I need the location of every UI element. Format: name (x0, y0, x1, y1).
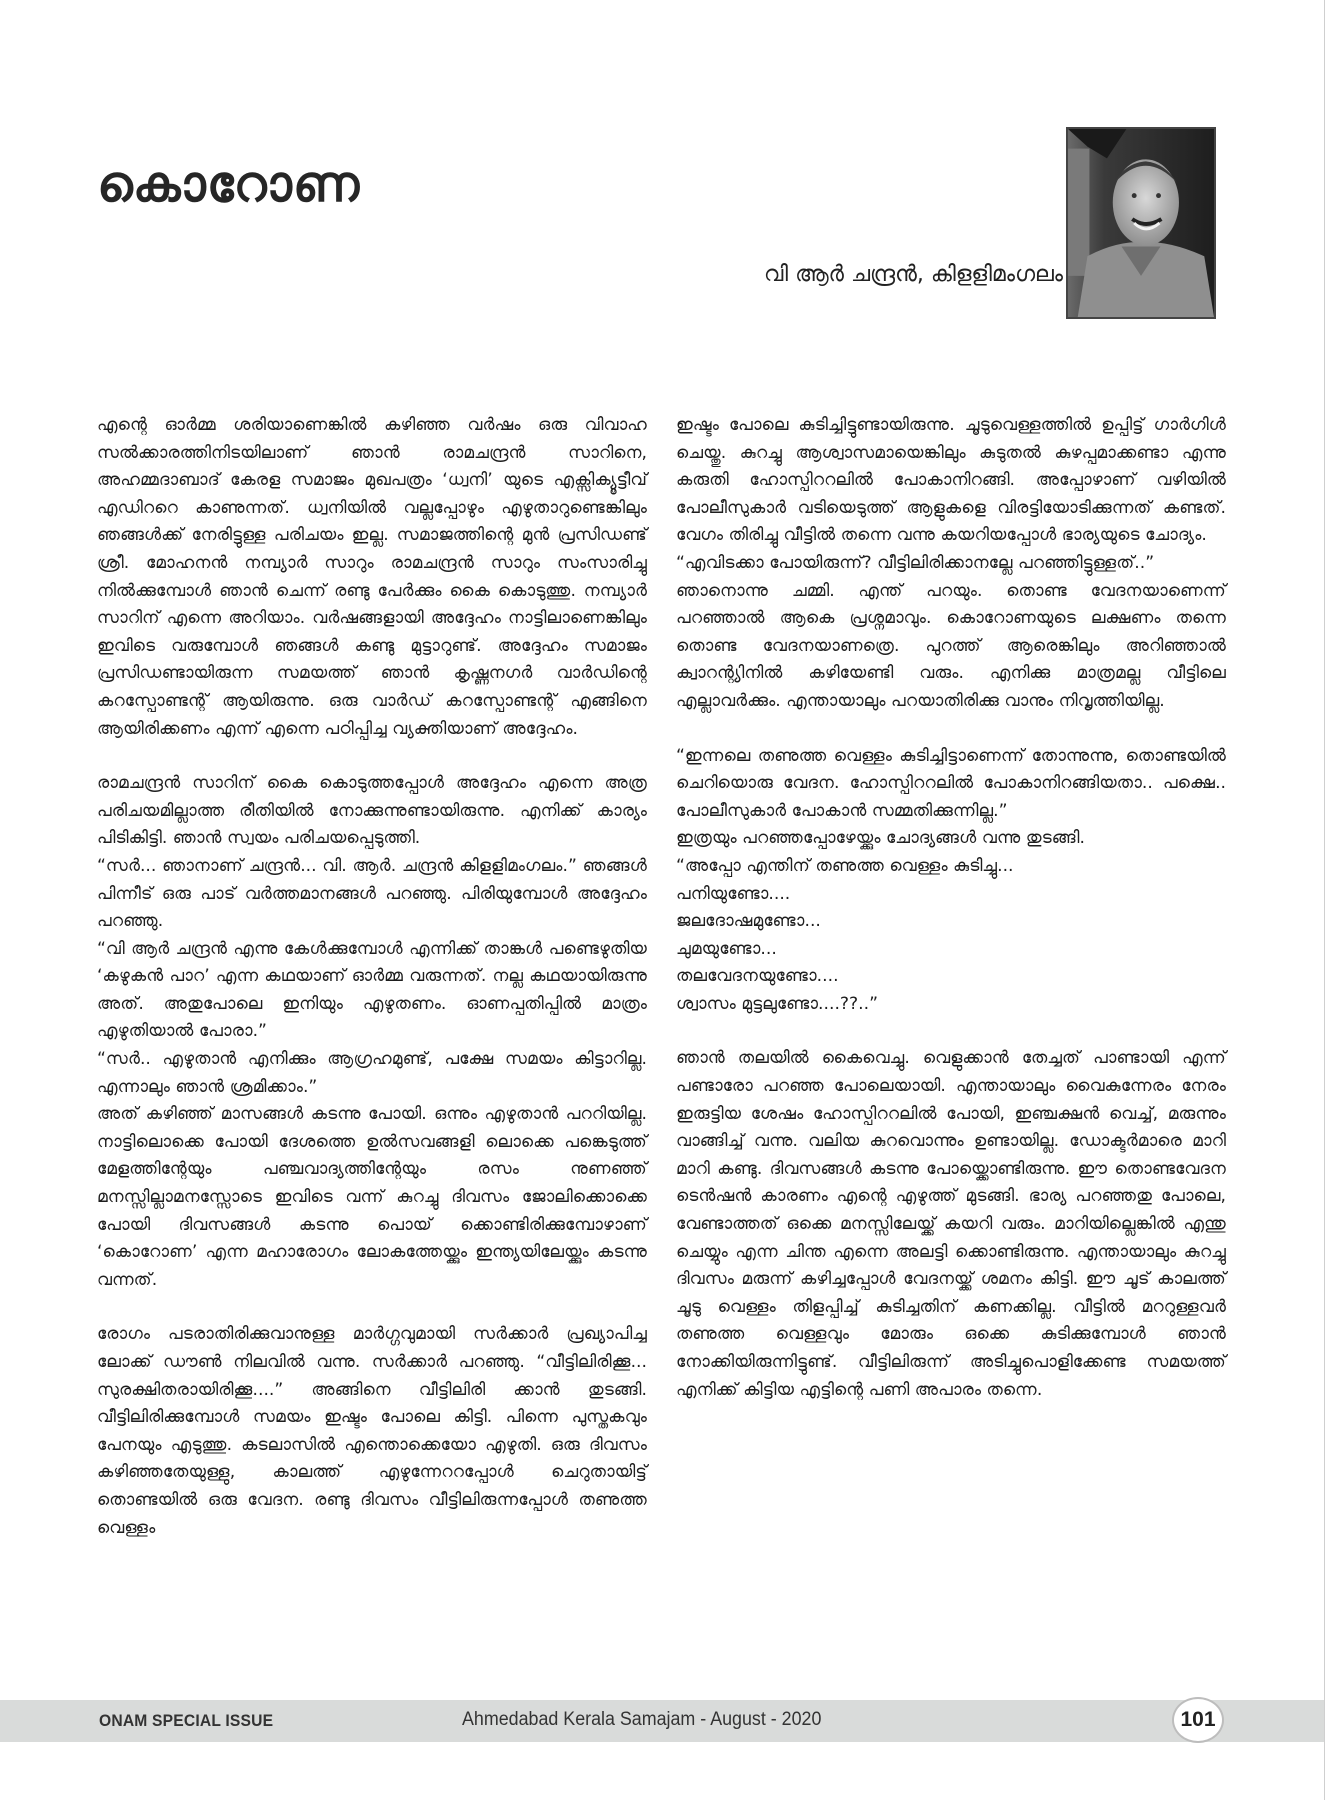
dialogue-line: തലവേദനയുണ്ടോ.... (676, 966, 839, 987)
paragraph: “വി ആർ ചന്ദ്രൻ എന്നു കേൾക്കുമ്പോൾ എന്നിക്ക് താങ്കൾ പണ്ടെഴുതിയ ‘കഴുകൻ പാറ’ എന്ന കഥയാണ് ഓർമ്മ വരുന്നത്. നല്ല കഥയായിരുന്നു അത്. അതുപോലെ ഇനിയും എഴുതണം. ഓണപ്പതിപ്പിൽ മാത്രം എഴുതിയാൽ പോരാ.” (97, 938, 647, 1042)
paragraph: രോഗം പടരാതിരിക്കുവാനുള്ള മാർഗ്ഗവുമായി സർക്കാർ പ്രഖ്യാപിച്ച ലോക്ക് ഡൗൺ നിലവിൽ വന്നു. സർക്കാർ പറഞ്ഞു. “വീട്ടിലിരിക്കൂ... സുരക്ഷിതരായിരിക്കൂ....” അങ്ങിനെ വീട്ടിലിരി ക്കാൻ തുടങ്ങി. വീട്ടിലിരിക്കുമ്പോൾ സമയം ഇഷ്ടം പോലെ കിട്ടി. പിന്നെ പുസ്തകവും പേനയും എടുത്തു. കടലാസിൽ എന്തൊക്കെയോ എഴുതി. ഒരു ദിവസം കഴിഞ്ഞതേയുള്ളു, കാലത്ത് എഴുന്നേററപ്പോൾ ചെറുതായിട്ട് തൊണ്ടയിൽ ഒരു വേദന. രണ്ടു ദിവസം വീട്ടിലിരുന്നപ്പോൾ തണുത്ത വെള്ളം (97, 1324, 647, 1538)
paragraph: ഇഷ്ടം പോലെ കുടിച്ചിട്ടുണ്ടായിരുന്നു. ചൂടുവെള്ളത്തിൽ ഉപ്പിട്ട് ഗാർഗിൾ ചെയ്തു. കുറച്ചു ആശ്വാസമായെങ്കിലും കുടുതൽ കുഴപ്പമാക്കണ്ടാ എന്നു കരുതി ഹോസ്പിററലിൽ പോകാനിറങ്ങി. അപ്പോഴാണ് വഴിയിൽ പോലീസുകാർ വടിയെടുത്ത് ആളുകളെ വിരട്ടിയോടിക്കുന്നത് കണ്ടത്. വേഗം തിരിച്ചു വീട്ടിൽ തന്നെ വന്നു കയറിയപ്പോൾ ഭാര്യയുടെ ചോദ്യം. (676, 415, 1226, 546)
paragraph: ഞാൻ തലയിൽ കൈവെച്ചു. വെളുക്കാൻ തേച്ചത് പാണ്ടായി എന്ന് പണ്ടാരോ പറഞ്ഞ പോലെയായി. എന്തായാലും വൈകുന്നേരം നേരം ഇരുട്ടിയ ശേഷം ഹോസ്പിററലിൽ പോയി, ഇഞ്ചക്ഷൻ വെച്ച്, മരുന്നും വാങ്ങിച്ച് വന്നു. വലിയ കുറവൊന്നും ഉണ്ടായില്ല. ഡോക്ടർമാരെ മാറി മാറി കണ്ടു. ദിവസങ്ങൾ കടന്നു പോയ്ക്കൊണ്ടിരുന്നു. ഈ തൊണ്ടവേദന ടെൻഷൻ കാരണം എന്റെ എഴുത്ത് മുടങ്ങി. ഭാര്യ പറഞ്ഞതു പോലെ, വേണ്ടാത്തത് ഒക്കെ മനസ്സിലേയ്ക്ക് കയറി വരും. മാറിയില്ലെങ്കിൽ എന്തു ചെയ്യും എന്ന ചിന്ത എന്നെ അലട്ടി ക്കൊണ്ടിരുന്നു. എന്തായാലും കുറച്ചു ദിവസം മരുന്ന് കഴിച്ചപ്പോൾ വേദനയ്ക്ക് ശമനം കിട്ടി. ഈ ചൂട് കാലത്ത് ചൂടു വെള്ളം തിളപ്പിച്ച് കുടിച്ചതിന് കണക്കില്ല. വീട്ടിൽ മററുള്ളവർ തണുത്ത വെള്ളവും മോരും ഒക്കെ കുടിക്കുമ്പോൾ ഞാൻ നോക്കിയിരുന്നിട്ടുണ്ട്. വീട്ടിലിരുന്ന് അടിച്ചുപൊളിക്കേണ്ട സമയത്ത് എനിക്ക് കിട്ടിയ എട്ടിന്റെ പണി അപാരം തന്നെ. (676, 1048, 1226, 1400)
page-number-badge: 101 (1172, 1697, 1224, 1743)
paragraph: ഇത്രയും പറഞ്ഞപ്പോഴേയ്ക്കും ചോദ്യങ്ങൾ വന്നു തുടങ്ങി. (676, 828, 1085, 849)
author-byline: വി ആർ ചന്ദ്രൻ, കിളളിമംഗലം (763, 262, 1063, 287)
article-column-left (97, 412, 647, 1542)
publication-label: Ahmedabad Kerala Samajam - August - 2020 (462, 1709, 822, 1730)
paragraph: അത് കഴിഞ്ഞ് മാസങ്ങൾ കടന്നു പോയി. ഒന്നും എഴുതാൻ പററിയില്ല. നാട്ടിലൊക്കെ പോയി ദേശത്തെ ഉൽസവങ്ങളി ലൊക്കെ പങ്കെടുത്ത് മേളത്തിന്റേയും പഞ്ചവാദ്യത്തിന്റേയും രസം നുണഞ്ഞ് മനസ്സില്ലാമനസ്സോടെ ഇവിടെ വന്ന് കുറച്ചു ദിവസം ജോലിക്കൊക്കെ പോയി ദിവസങ്ങൾ കടന്നു പൊയ് ക്കൊണ്ടിരിക്കുമ്പോഴാണ് ‘കൊറോണ’ എന്ന മഹാരോഗം ലോകത്തേയ്ക്കും ഇന്ത്യയിലേയ്ക്കും കടന്നു വന്നത്. (97, 1104, 647, 1290)
page-footer (0, 1700, 1324, 1742)
paragraph-gap (676, 1018, 1226, 1045)
dialogue-line: ജലദോഷമുണ്ടോ... (676, 911, 821, 932)
dialogue-line: പനിയുണ്ടോ.... (676, 883, 791, 904)
dialogue-line: ശ്വാസം മുട്ടലുണ്ടോ....??..” (676, 993, 878, 1014)
paragraph-gap (97, 743, 647, 770)
dialogue-line: “അപ്പോ എന്തിന് തണുത്ത വെള്ളം കുടിച്ചു... (676, 855, 1014, 876)
paragraph: “ഇന്നലെ തണുത്ത വെള്ളം കുടിച്ചിട്ടാണെന്ന് തോന്നുന്നു, തൊണ്ടയിൽ ചെറിയൊരു വേദന. ഹോസ്പിററലിൽ പോകാനിറങ്ങിയതാ.. പക്ഷെ.. പോലീസുകാർ പോകാൻ സമ്മതിക്കുന്നില്ല.” (676, 745, 1226, 821)
paragraph: “സർ.. എഴുതാൻ എനിക്കും ആഗ്രഹമുണ്ട്, പക്ഷേ സമയം കിട്ടാറില്ല. എന്നാലും ഞാൻ ശ്രമിക്കാം.” (97, 1049, 647, 1097)
paragraph: “എവിടക്കാ പോയിരുന്ന്? വീട്ടിലിരിക്കാനല്ലേ പറഞ്ഞിട്ടുള്ളത്..” (676, 552, 1155, 573)
article-column-right (676, 412, 1226, 1404)
paragraph: “സർ... ഞാനാണ് ചന്ദ്രൻ... വി. ആർ. ചന്ദ്രൻ കിളളിമംഗലം.” ഞങ്ങൾ പിന്നീട് ഒരു പാട് വർത്തമാനങ്ങൾ പറഞ്ഞു. പിരിയുമ്പോൾ അദ്ദേഹം പറഞ്ഞു. (97, 855, 647, 932)
dialogue-line: ചുമയുണ്ടോ... (676, 938, 777, 959)
paragraph: ഞാനൊന്നു ചമ്മി. എന്ത് പറയും. തൊണ്ട വേദനയാണെന്ന് പറഞ്ഞാൽ ആകെ പ്രശ്നമാവും. കൊറോണയുടെ ലക്ഷണം തന്നെ തൊണ്ട വേദനയാണത്രെ. പുറത്ത് ആരെങ്കിലും അറിഞ്ഞാൽ ക്വാറന്റ്യിനിൽ കഴിയേണ്ടി വരും. എനിക്കു മാത്രമല്ല വീട്ടിലെ എല്ലാവർക്കും. എന്തായാലും പറയാതിരിക്കു വാനും നിവൃത്തിയില്ല. (676, 580, 1226, 711)
paragraph-gap (676, 716, 1226, 743)
paragraph-gap (97, 1294, 647, 1321)
article-title: കൊറോണ (97, 153, 361, 213)
issue-label: ONAM SPECIAL ISSUE (99, 1711, 274, 1730)
paragraph: രാമചന്ദ്രൻ സാറിന് കൈ കൊടുത്തപ്പോൾ അദ്ദേഹം എന്നെ അത്ര പരിചയമില്ലാത്ത രീതിയിൽ നോക്കുന്നുണ്ടായിരുന്നു. എനിക്ക് കാര്യം പിടികിട്ടി. ഞാൻ സ്വയം പരിചയപ്പെടുത്തി. (97, 773, 647, 849)
author-portrait-image (1068, 129, 1214, 317)
paragraph: എന്റെ ഓർമ്മ ശരിയാണെങ്കിൽ കഴിഞ്ഞ വർഷം ഒരു വിവാഹ സൽക്കാരത്തിനിടയിലാണ് ഞാൻ രാമചന്ദ്രൻ സാറിനെ, അഹമ്മദാബാദ് കേരള സമാജം മുഖപത്രം ‘ധ്വനി’ യുടെ എക്സിക്യൂട്ടീവ് എഡിററെ കാണുന്നത്. ധ്വനിയിൽ വല്ലപ്പോഴും എഴുതാറുണ്ടെങ്കിലും ഞങ്ങൾക്ക് നേരിട്ടുള്ള പരിചയം ഇല്ല. സമാജത്തിന്റെ മുൻ പ്രസിഡണ്ട് ശ്രീ. മോഹനൻ നമ്പ്യാർ സാറും രാമചന്ദ്രൻ സാറും സംസാരിച്ചു നിൽക്കുമ്പോൾ ഞാൻ ചെന്ന് രണ്ടു പേർക്കും കൈ കൊടുത്തു. നമ്പ്യാർ സാറിന് എന്നെ അറിയാം. വർഷങ്ങളായി അദ്ദേഹം നാട്ടിലാണെങ്കിലും ഇവിടെ വരുമ്പോൾ ഞങ്ങൾ കണ്ടു മുട്ടാറുണ്ട്. അദ്ദേഹം സമാജം പ്രസിഡണ്ടായിരുന്ന സമയത്ത് ഞാൻ കൃഷ്ണനഗർ വാർഡിന്റെ കറസ്പോണ്ടന്റ് ആയിരുന്നു. ഒരു വാർഡ് കറസ്പോണ്ടന്റ് എങ്ങിനെ ആയിരിക്കണം എന്ന് എന്നെ പഠിപ്പിച്ച വ്യക്തിയാണ് അദ്ദേഹം. (97, 415, 647, 739)
author-photo (1066, 127, 1216, 319)
